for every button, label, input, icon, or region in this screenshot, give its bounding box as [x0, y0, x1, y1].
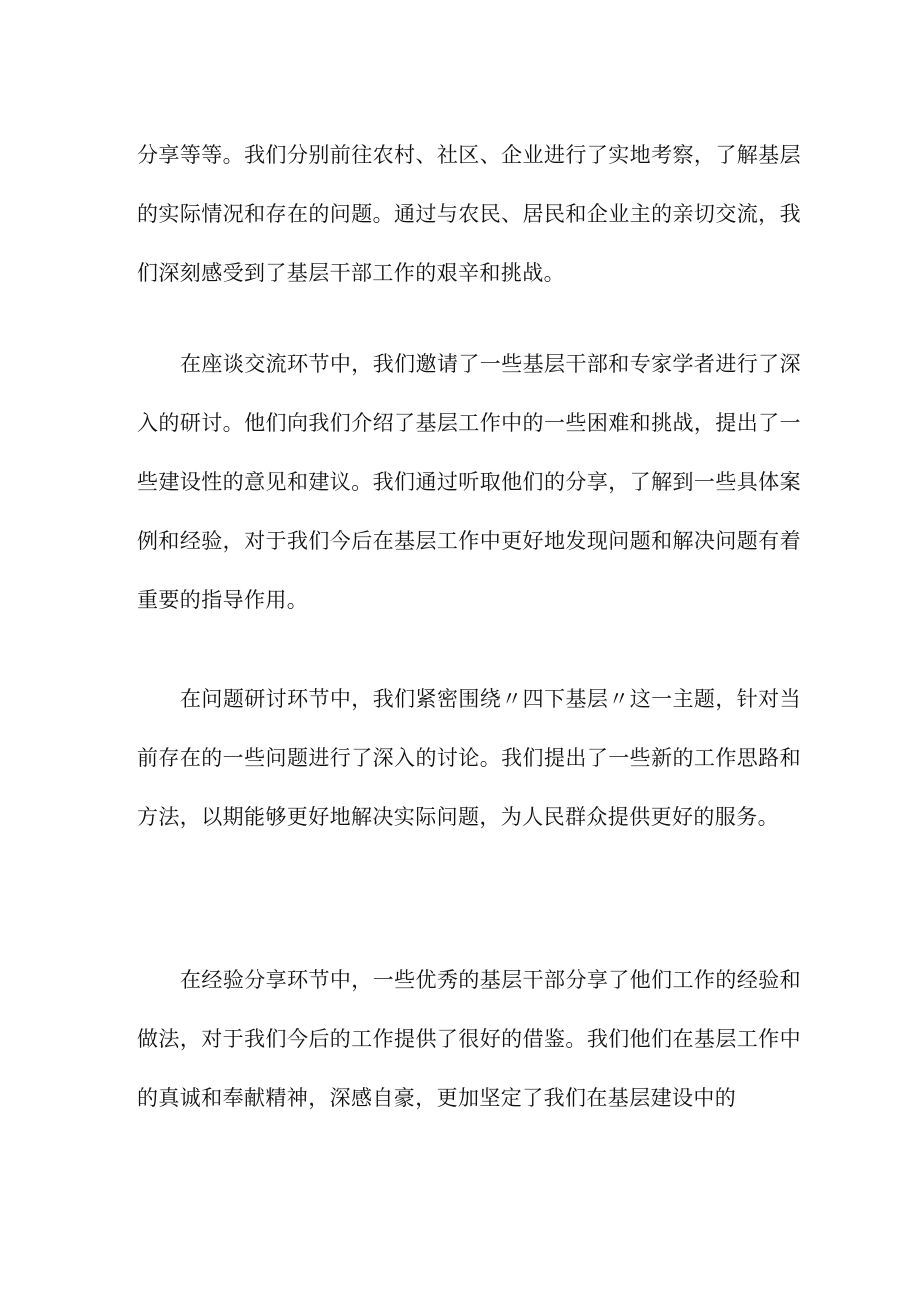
- paragraph-3: 在问题研讨环节中，我们紧密围绕〃四下基层〃这一主题，针对当前存在的一些问题进行了深入的讨论。我们提出了一些新的工作思路和方法，以期能够更好地解决实际问题，为人民群众提供更好的服务。: [137, 687, 801, 829]
- paragraph-4: 在经验分享环节中，一些优秀的基层干部分享了他们工作的经验和做法，对于我们今后的工作提供了很好的借鉴。我们他们在基层工作中的真诚和奉献精神，深感自豪，更加坚定了我们在基层建设中的: [137, 968, 801, 1110]
- paragraph-1: 分享等等。我们分别前往农村、社区、企业进行了实地考察，了解基层的实际情况和存在的问题。通过与农民、居民和企业主的亲切交流，我们深刻感受到了基层干部工作的艰辛和挑战。: [137, 143, 801, 285]
- paragraph-2: 在座谈交流环节中，我们邀请了一些基层干部和专家学者进行了深入的研讨。他们向我们介绍了基层工作中的一些困难和挑战，提出了一些建设性的意见和建议。我们通过听取他们的分享，了解到一些具体案例和经验，对于我们今后在基层工作中更好地发现问题和解决问题有着重要的指导作用。: [137, 352, 801, 612]
